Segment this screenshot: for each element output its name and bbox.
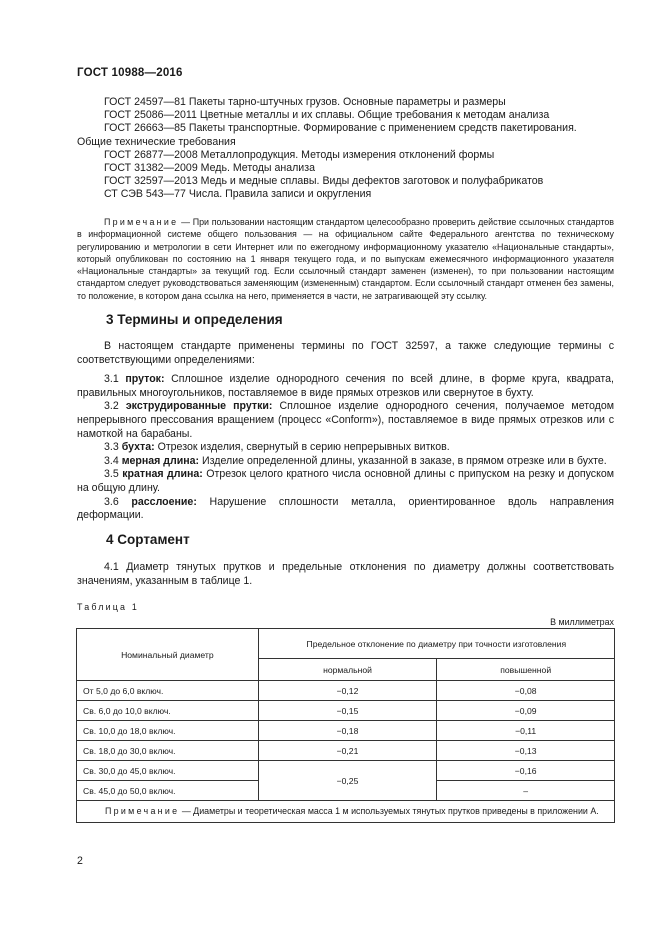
table-caption: Таблица 1 [77,602,139,612]
diameter-tolerance-table [76,628,615,823]
cell-normal: −0,25 [258,761,437,801]
cell-range: Св. 6,0 до 10,0 включ. [77,701,259,721]
section-4-heading: 4 Сортамент [106,532,190,547]
page-number: 2 [77,855,83,867]
term-item: 3.6 расслоение: Нарушение сплошности металла, ориентированное вдоль направления деформации. [77,495,614,522]
reference-item: ГОСТ 24597—81 Пакеты тарно-штучных грузов. Основные параметры и размеры [104,96,506,108]
assortment-section [77,561,614,588]
cell-high: −0,08 [437,681,615,701]
header-high: повышенной [437,659,615,681]
cell-range: Св. 45,0 до 50,0 включ. [77,781,259,801]
cell-high: −0,13 [437,741,615,761]
cell-range: Св. 18,0 до 30,0 включ. [77,741,259,761]
cell-range: Св. 10,0 до 18,0 включ. [77,721,259,741]
table-row [77,741,615,761]
assortment-paragraph: 4.1 Диаметр тянутых прутков и предельные отклонения по диаметру должны соответствовать значениям, указанным в таблице 1. [77,561,614,587]
header-nominal-diameter: Номинальный диаметр [77,629,259,681]
header-tolerance-group: Предельное отклонение по диаметру при точности изготовления [258,629,614,659]
table-note: Примечание — Диаметры и теоретическая масса 1 м используемых тянутых прутков приведены в приложении А. [77,801,615,823]
table-row [77,721,615,741]
term-item: 3.4 мерная длина: Изделие определенной длины, указанной в заказе, в прямом отрезке или в бухте. [104,454,607,467]
cell-range: Св. 30,0 до 45,0 включ. [77,761,259,781]
cell-high: −0,16 [437,761,615,781]
references-list [77,96,614,202]
section-3-heading: 3 Термины и определения [106,312,283,327]
document-header: ГОСТ 10988—2016 [77,67,183,79]
cell-normal: −0,21 [258,741,437,761]
table-units: В миллиметрах [550,617,614,627]
note-label: Примечание [104,217,179,227]
reference-item: ГОСТ 31382—2009 Медь. Методы анализа [104,162,315,175]
cell-normal: −0,18 [258,721,437,741]
reference-item: СТ СЭВ 543—77 Числа. Правила записи и округления [104,188,372,201]
header-normal: нормальной [258,659,437,681]
references-note [77,216,614,302]
table-row [77,681,615,701]
term-item: 3.1 пруток: Сплошное изделие однородного сечения по всей длине, в форме круга, квадрата, правильных многоугольников, поставляемое в виде прямых отрезков или свернутое в бухту. [77,373,614,399]
cell-normal: −0,12 [258,681,437,701]
cell-high: −0,11 [437,721,615,741]
table-row [77,761,615,781]
table-note-row [77,801,615,823]
cell-normal: −0,15 [258,701,437,721]
terms-intro: В настоящем стандарте применены термины по ГОСТ 32597, а также следующие термины с соответствующими определениями: [77,340,614,366]
reference-item: ГОСТ 32597—2013 Медь и медные сплавы. Виды дефектов заготовок и полуфабрикатов [104,175,544,188]
reference-item: ГОСТ 25086—2011 Цветные металлы и их сплавы. Общие требования к методам анализа [104,109,550,122]
note-text: — При пользовании настоящим стандартом целесообразно проверить действие ссылочных стандартов в информационной системе общего пользования — на официальном сайте Федерального агентства по техническому регулированию и метрологии в сети Интернет или по ежегодному информационному указателю «Национальные стандарты», который опубликован по состоянию на 1 января текущего года, и по выпускам ежемесячного информационного указателя «Национальные стандарты» за текущий год. Если ссылочный стандарт заменен (изменен), то при пользовании настоящим стандартом следует руководствоваться заменяющим (измененным) стандартом. Если ссылочный стандарт отменен без замены, то положение, в котором дана ссылка на него, применяется в части, не затрагивающей эту ссылку. [77,217,615,301]
table-row [77,701,615,721]
term-item: 3.2 экструдированные прутки: Сплошное изделие однородного сечения, получаемое методом непрерывного прессования вращением (процесс «Conform»), поставляемое в виде прямых отрезков или с намоткой на барабаны. [77,400,614,440]
term-item: 3.5 кратная длина: Отрезок целого кратного числа основной длины с припуском на резку и допуском на общую длину. [77,468,615,494]
table-header-row [77,629,615,659]
reference-item: ГОСТ 26663—85 Пакеты транспортные. Формирование с применением средств пакетирования. Общие технические требования [77,122,577,148]
term-item: 3.3 бухта: Отрезок изделия, свернутый в серию непрерывных витков. [104,441,450,454]
cell-high: – [437,781,615,801]
cell-high: −0,09 [437,701,615,721]
cell-range: От 5,0 до 6,0 включ. [77,681,259,701]
reference-item: ГОСТ 26877—2008 Металлопродукция. Методы измерения отклонений формы [104,148,495,161]
terms-section [77,340,614,523]
